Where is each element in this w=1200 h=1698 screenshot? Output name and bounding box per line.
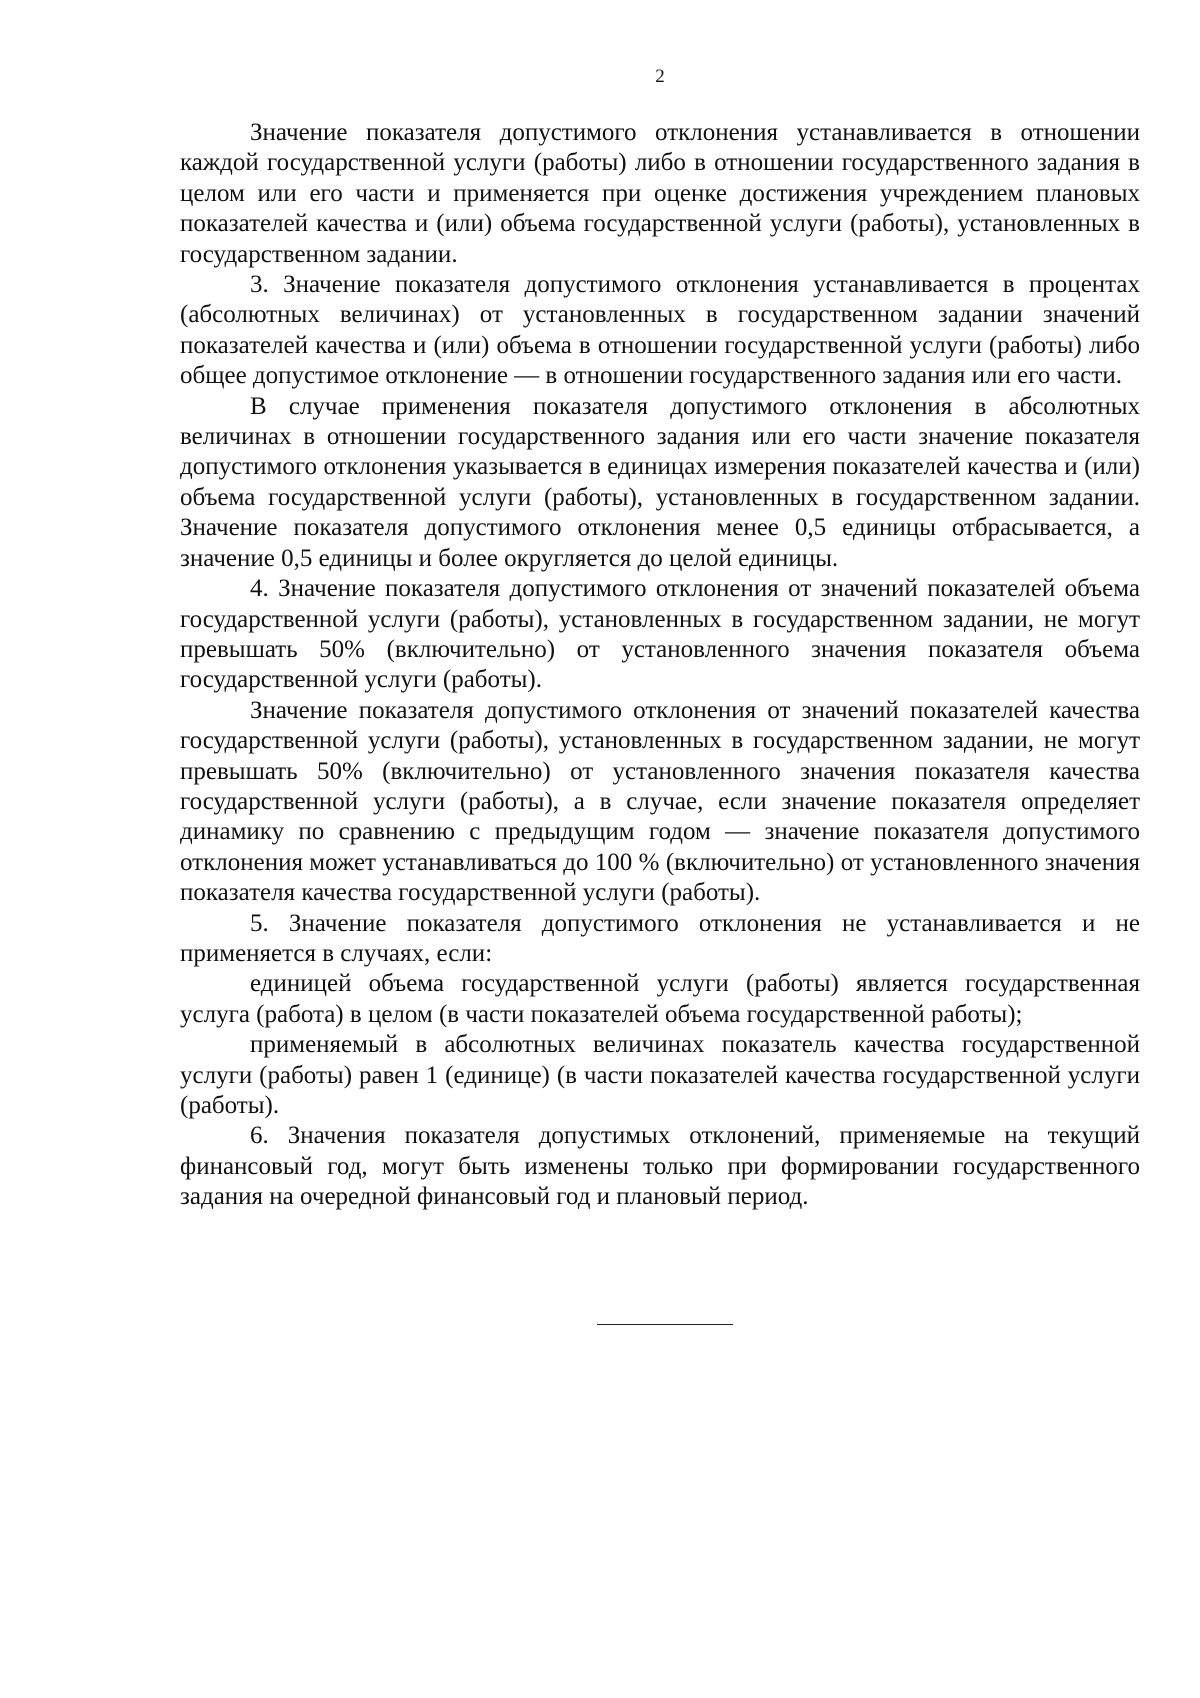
paragraph-item-3: 3. Значение показателя допустимого отклонения устанавливается в процентах (абсолютных величинах) от установленных в государственном задании значений показателей качества и (или) объема в отношении государственной услуги (работы) либо общее допустимое отклонение — в отношении государственного задания или его части. bbox=[180, 271, 1140, 390]
paragraph-item-6: 6. Значения показателя допустимых отклонений, применяемые на текущий финансовый год, могут быть изменены только при формировании государственного задания на очередной финансовый год и плановый период. bbox=[180, 1122, 1140, 1211]
page-number: 2 bbox=[655, 66, 665, 87]
paragraph-quality-indicator: применяемый в абсолютных величинах показатель качества государственной услуги (работы) равен 1 (единице) (в части показателей качества государственной услуги (работы). bbox=[180, 1031, 1140, 1119]
paragraph-deviation-scope: Значение показателя допустимого отклонения устанавливается в отношении каждой государственной услуги (работы) либо в отношении государственного задания в целом или его части и применяется при оценке достижения учреждением плановых показателей качества и (или) объема государственной услуги (работы), установленных в государственном задании. bbox=[180, 119, 1140, 268]
end-of-document-rule bbox=[597, 1324, 733, 1325]
paragraph-quality-deviation: Значение показателя допустимого отклонения от значений показателей качества государственной услуги (работы), установленных в государственном задании, не могут превышать 50% (включительно) от установленного значения показателя качества государственной услуги (работы), а в случае, если значение показателя определяет динамику по сравнению с предыдущим годом — значение показателя допустимого отклонения может устанавливаться до 100 % (включительно) от установленного значения показателя качества государственной услуги (работы). bbox=[180, 696, 1140, 907]
paragraph-unit-of-volume: единицей объема государственной услуги (работы) является государственная услуга (работа) в целом (в части показателей объема государственной работы); bbox=[180, 970, 1140, 1028]
document-body bbox=[180, 118, 1140, 1213]
paragraph-item-5: 5. Значение показателя допустимого отклонения не устанавливается и не применяется в случаях, если: bbox=[180, 909, 1140, 967]
paragraph-item-4: 4. Значение показателя допустимого отклонения от значений показателей объема государственной услуги (работы), установленных в государственном задании, не могут превышать 50% (включительно) от установленного значения показателя объема государственной услуги (работы). bbox=[180, 575, 1140, 694]
paragraph-absolute-values: В случае применения показателя допустимого отклонения в абсолютных величинах в отношении государственного задания или его части значение показателя допустимого отклонения указывается в единицах измерения показателей качества и (или) объема государственной услуги (работы), установленных в государственном задании. Значение показателя допустимого отклонения менее 0,5 единицы отбрасывается, а значение 0,5 единицы и более округляется до целой единицы. bbox=[180, 392, 1140, 572]
